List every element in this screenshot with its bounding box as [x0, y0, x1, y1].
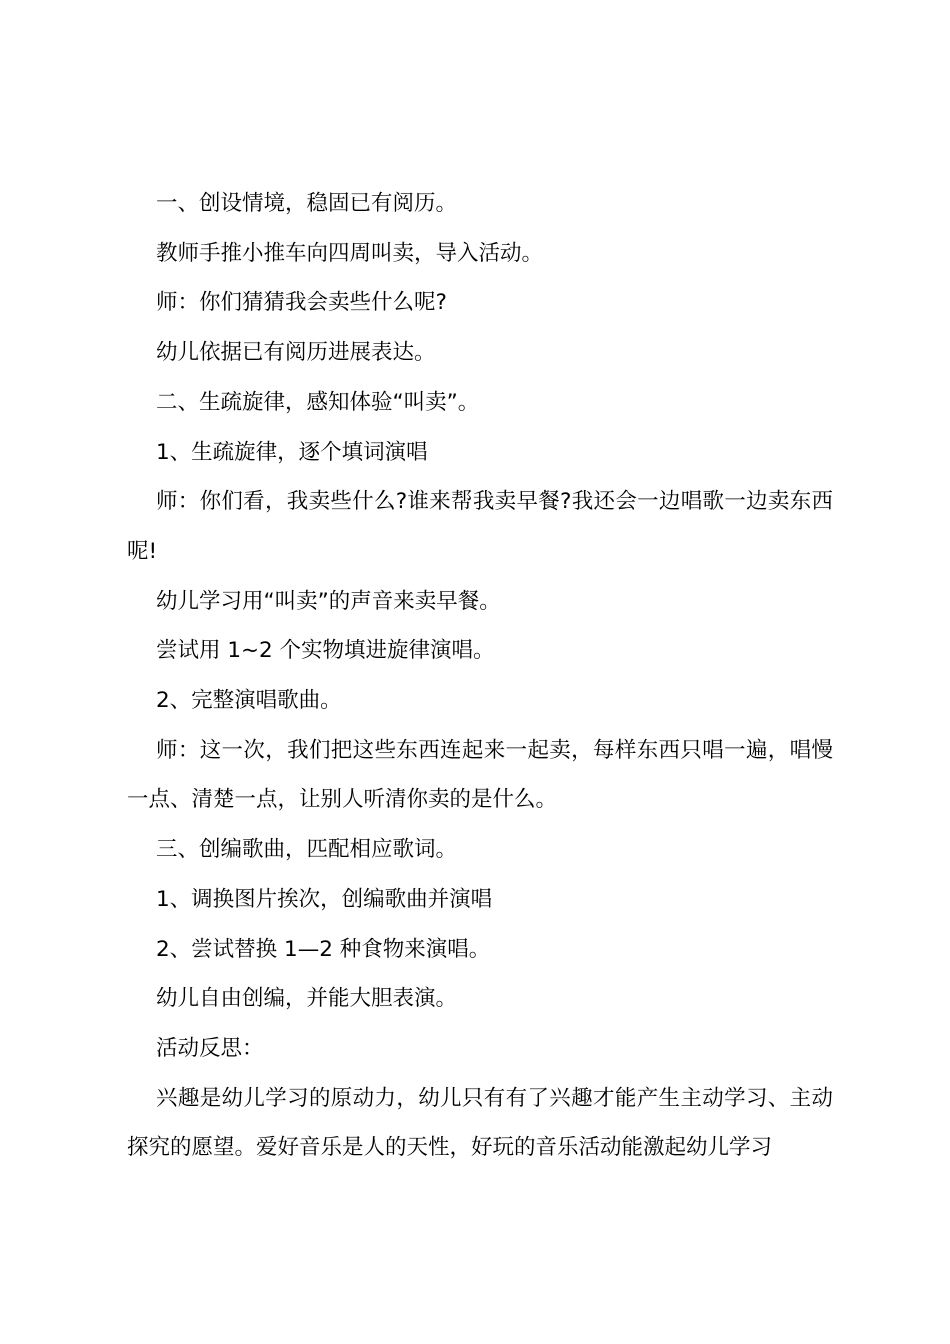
paragraph: 2、尝试替换 1—2 种食物来演唱。 — [156, 936, 491, 962]
reflection-heading: 活动反思： — [156, 1035, 264, 1061]
paragraph: 兴趣是幼儿学习的原动力，幼儿只有有了兴趣才能产生主动学习、主动探究的愿望。爱好音乐是人的天性，好玩的音乐活动能激起幼儿学习 — [127, 1085, 833, 1161]
section-heading-3: 三、创编歌曲，匹配相应歌词。 — [156, 837, 458, 863]
paragraph: 幼儿学习用“叫卖”的声音来卖早餐。 — [156, 588, 501, 614]
paragraph: 师：你们看，我卖些什么?谁来帮我卖早餐?我还会一边唱歌一边卖东西呢! — [127, 489, 833, 564]
section-heading-1: 一、创设情境，稳固已有阅历。 — [156, 191, 458, 216]
paragraph: 1、调换图片挨次，创编歌曲并演唱 — [156, 886, 493, 912]
paragraph: 师：这一次，我们把这些东西连起来一起卖，每样东西只唱一遍，唱慢一点、清楚一点，让别人听清你卖的是什么。 — [127, 737, 833, 813]
paragraph: 师：你们猜猜我会卖些什么呢? — [156, 290, 447, 316]
paragraph: 尝试用 1~2 个实物填进旋律演唱。 — [156, 638, 495, 664]
document-page — [127, 179, 833, 1173]
paragraph: 1、生疏旋律，逐个填词演唱 — [156, 439, 428, 465]
section-heading-2: 二、生疏旋律，感知体验“叫卖”。 — [156, 389, 480, 415]
paragraph: 幼儿依据已有阅历进展表达。 — [156, 340, 436, 366]
paragraph: 教师手推小推车向四周叫卖，导入活动。 — [156, 240, 544, 266]
paragraph: 幼儿自由创编，并能大胆表演。 — [156, 986, 458, 1012]
paragraph: 2、完整演唱歌曲。 — [156, 688, 342, 714]
